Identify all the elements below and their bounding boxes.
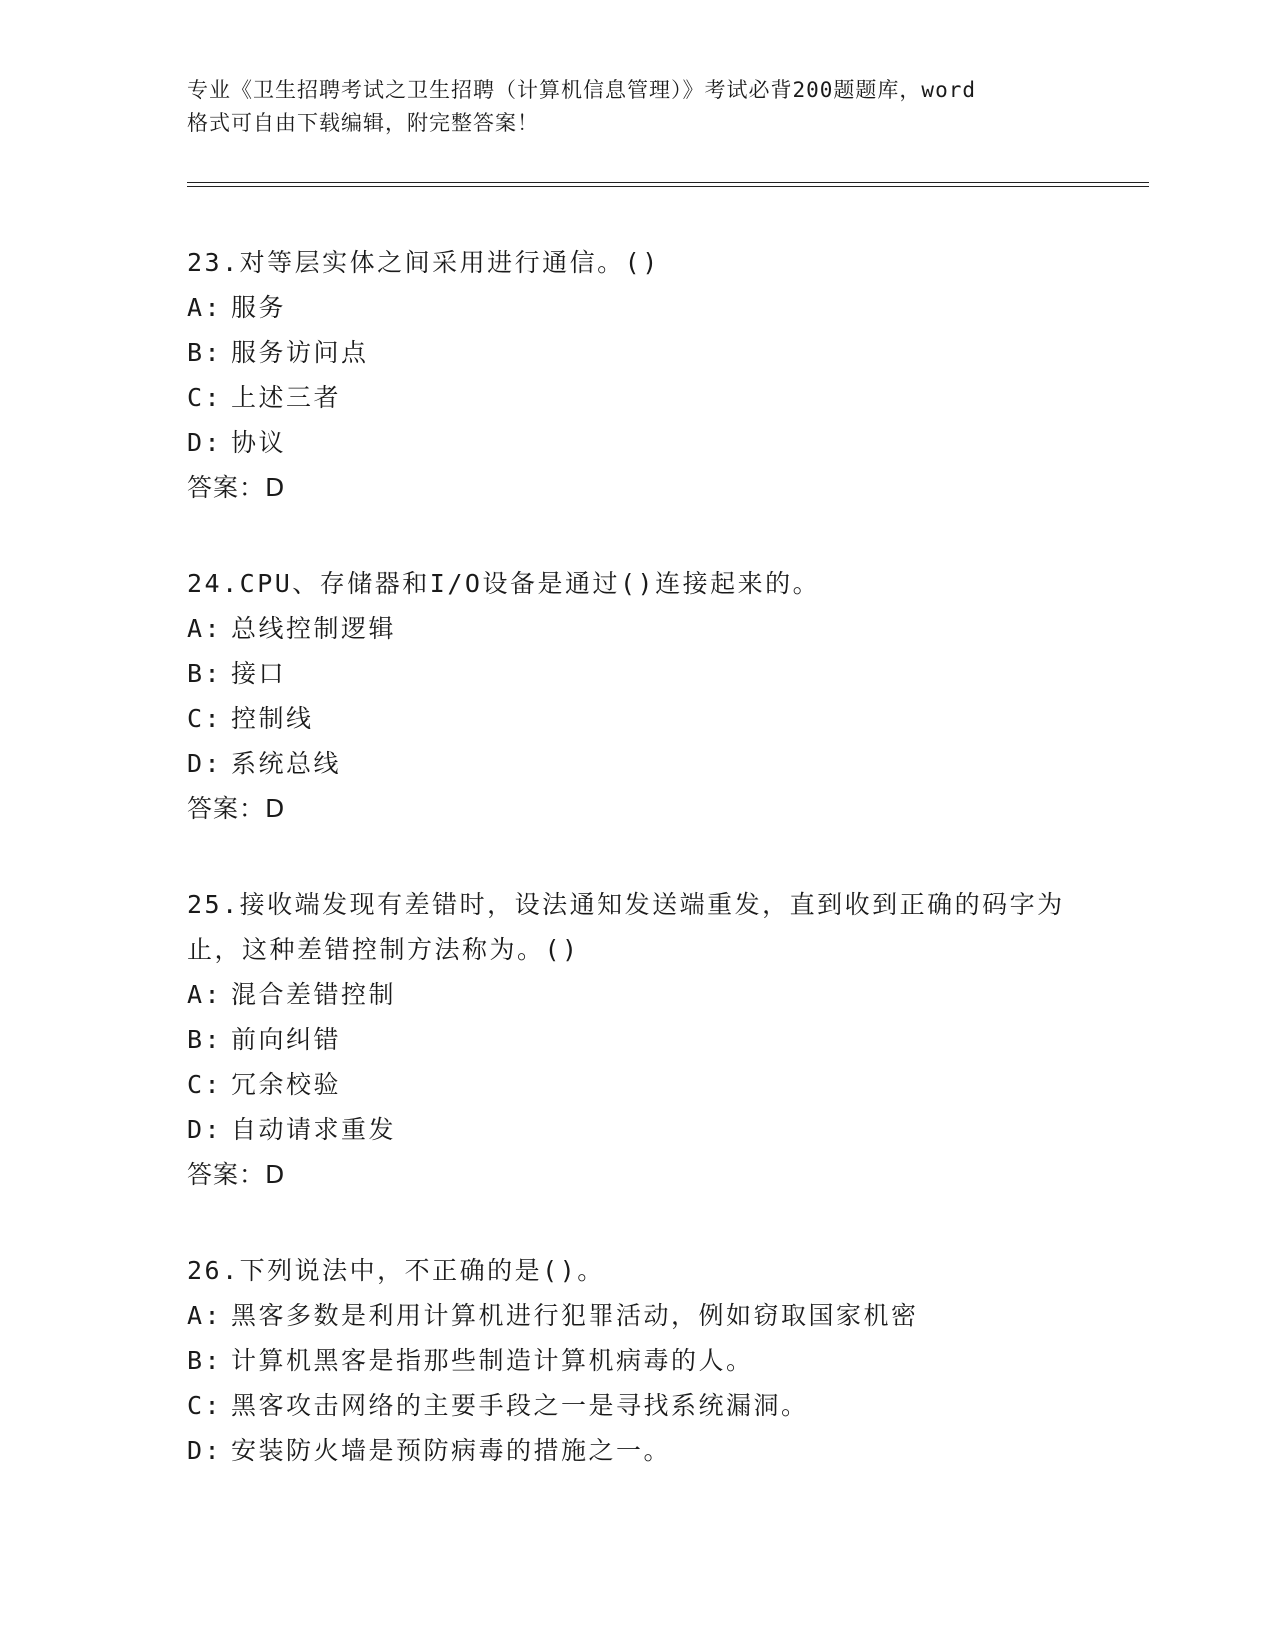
option-text: 黑客攻击网络的主要手段之一是寻找系统漏洞。 — [231, 1391, 809, 1420]
question-24 — [187, 561, 1147, 831]
document-page — [187, 74, 1147, 1524]
option-text: 系统总线 — [231, 749, 342, 778]
option-letter: A: — [187, 980, 223, 1009]
option-b — [187, 330, 1147, 375]
option-d — [187, 420, 1147, 465]
option-letter: D: — [187, 428, 223, 457]
question-26 — [187, 1248, 1147, 1473]
option-text: 接口 — [231, 659, 287, 688]
option-text: 计算机黑客是指那些制造计算机病毒的人。 — [231, 1346, 754, 1375]
option-b — [187, 651, 1147, 696]
option-b — [187, 1338, 1147, 1383]
question-23 — [187, 240, 1147, 510]
option-letter: A: — [187, 614, 223, 643]
option-d — [187, 741, 1147, 786]
question-text: 24.CPU、存储器和I/O设备是通过()连接起来的。 — [187, 569, 821, 598]
option-text: 安装防火墙是预防病毒的措施之一。 — [231, 1436, 672, 1465]
option-letter: B: — [187, 338, 223, 367]
option-letter: B: — [187, 1346, 223, 1375]
document-header — [187, 74, 1087, 140]
option-letter: D: — [187, 749, 223, 778]
option-text: 协议 — [231, 428, 287, 457]
option-a — [187, 972, 1147, 1017]
option-a — [187, 606, 1147, 651]
option-text: 服务 — [231, 293, 287, 322]
option-c — [187, 696, 1147, 741]
option-letter: A: — [187, 1301, 223, 1330]
option-letter: C: — [187, 383, 223, 412]
option-letter: D: — [187, 1115, 223, 1144]
option-text: 控制线 — [231, 704, 314, 733]
option-a — [187, 1293, 1147, 1338]
option-text: 黑客多数是利用计算机进行犯罪活动，例如窃取国家机密 — [231, 1301, 919, 1330]
option-text: 总线控制逻辑 — [231, 614, 397, 643]
question-text: 26.下列说法中，不正确的是()。 — [187, 1256, 605, 1285]
option-c — [187, 1062, 1147, 1107]
question-25 — [187, 882, 1147, 1197]
option-text: 前向纠错 — [231, 1025, 342, 1054]
option-letter: D: — [187, 1436, 223, 1465]
option-b — [187, 1017, 1147, 1062]
question-text: 25.接收端发现有差错时，设法通知发送端重发，直到收到正确的码字为止，这种差错控制方法称为。() — [187, 890, 1065, 964]
option-letter: B: — [187, 659, 223, 688]
option-letter: C: — [187, 1070, 223, 1099]
option-d — [187, 1107, 1147, 1152]
header-divider — [187, 182, 1149, 187]
option-text: 服务访问点 — [231, 338, 369, 367]
option-text: 混合差错控制 — [231, 980, 397, 1009]
option-letter: C: — [187, 1391, 223, 1420]
option-text: 上述三者 — [231, 383, 342, 412]
answer-line: 答案：D — [187, 794, 286, 823]
question-text: 23.对等层实体之间采用进行通信。() — [187, 248, 660, 277]
option-text: 冗余校验 — [231, 1070, 342, 1099]
question-list — [187, 240, 1147, 1473]
option-letter: B: — [187, 1025, 223, 1054]
option-c — [187, 1383, 1147, 1428]
answer-line: 答案：D — [187, 473, 286, 502]
option-text: 自动请求重发 — [231, 1115, 397, 1144]
option-letter: C: — [187, 704, 223, 733]
header-line-2: 格式可自由下载编辑，附完整答案！ — [187, 111, 539, 135]
option-c — [187, 375, 1147, 420]
option-a — [187, 285, 1147, 330]
header-line-1: 专业《卫生招聘考试之卫生招聘（计算机信息管理）》考试必背200题题库，word — [187, 78, 976, 102]
option-letter: A: — [187, 293, 223, 322]
answer-line: 答案：D — [187, 1160, 286, 1189]
option-d — [187, 1428, 1147, 1473]
